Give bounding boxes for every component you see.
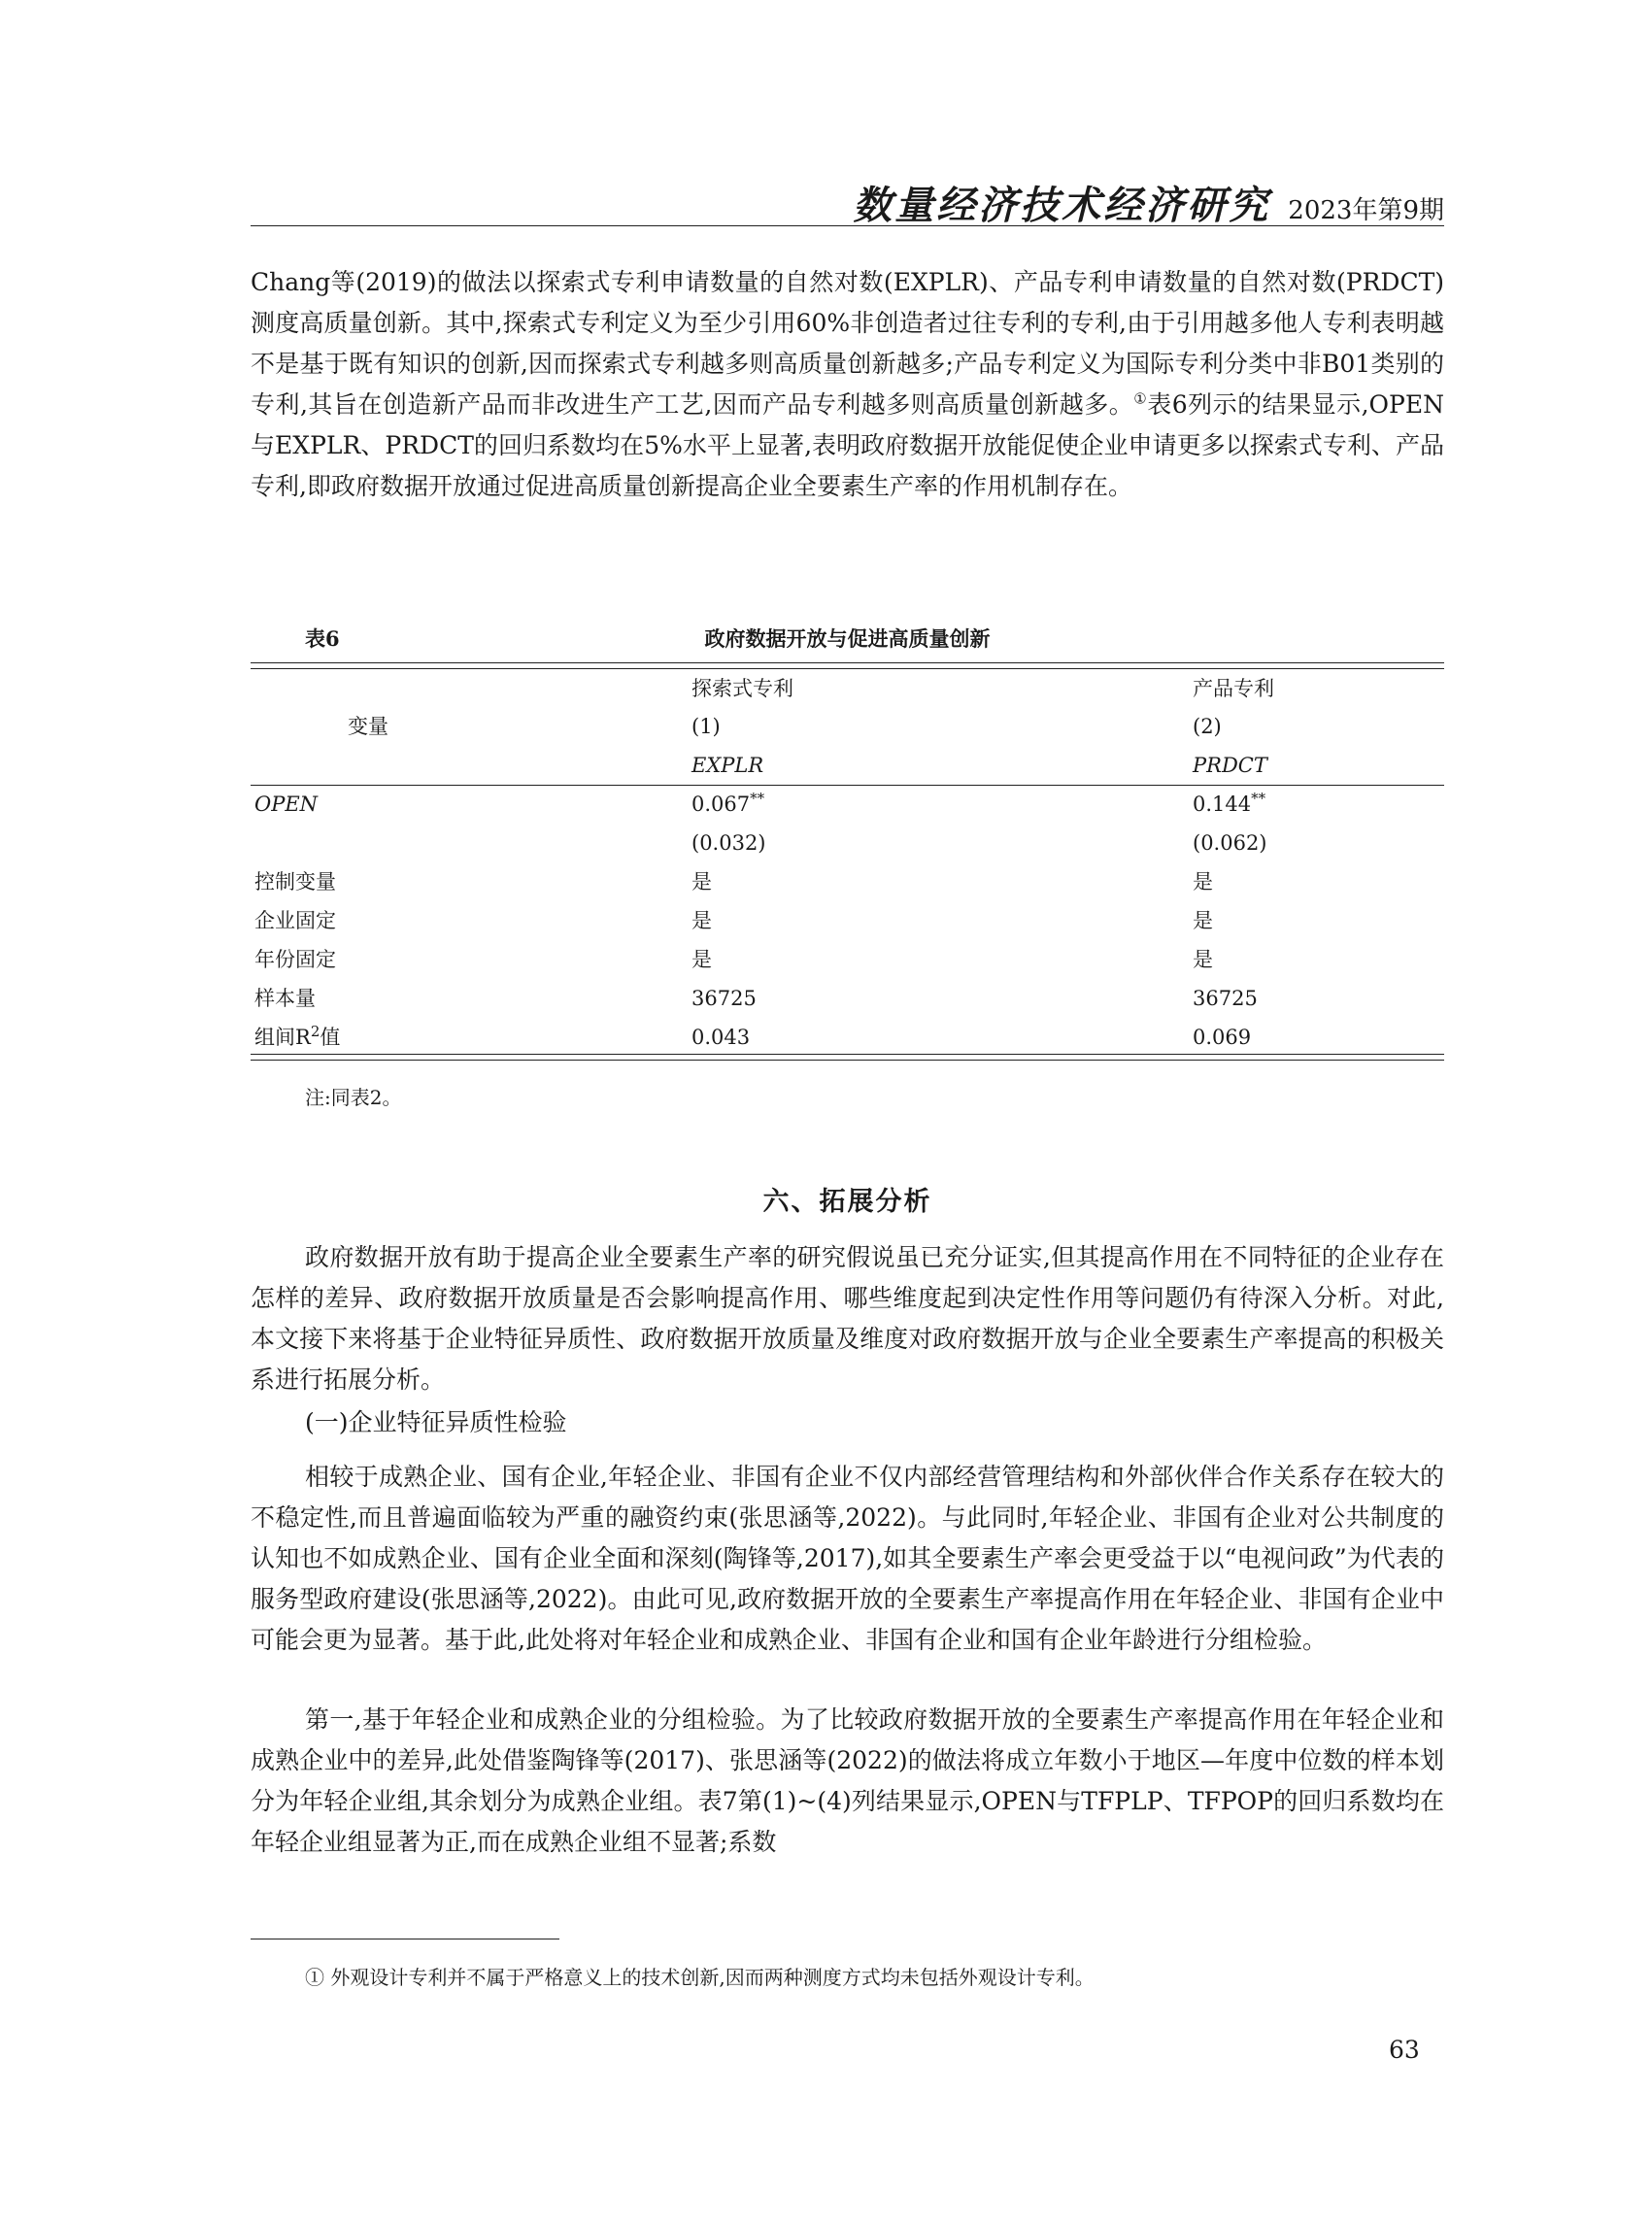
table-number: 表6	[305, 626, 340, 651]
table-header-rule	[251, 785, 1444, 786]
row-label-obs: 样本量	[254, 987, 316, 1010]
running-header	[0, 175, 1444, 230]
page-number: 63	[1389, 2036, 1420, 2064]
table-note: 注:同表2。	[305, 1086, 402, 1109]
table-bottom-rule	[251, 1060, 1444, 1061]
footnote: ① 外观设计专利并不属于严格意义上的技术创新,因而两种测度方式均未包括外观设计专利。	[305, 1966, 1095, 1989]
body-paragraph-3: 相较于成熟企业、国有企业,年轻企业、非国有企业不仅内部经营管理结构和外部伙伴合作关系存在较大的不稳定性,而且普遍面临较为严重的融资约束(张思涵等,2022)。与此同时,年轻企业、非国有企业对公共制度的认知也不如成熟企业、国有企业全面和深刻(陶锋等,2017),如其全要素生产率会更受益于以“电视问政”为代表的服务型政府建设(张思涵等,2022)。由此可见,政府数据开放的全要素生产率提高作用在年轻企业、非国有企业中可能会更为显著。基于此,此处将对年轻企业和成熟企业、非国有企业和国有企业年龄进行分组检验。	[251, 1463, 1444, 1654]
variable-header: 变量	[348, 715, 388, 738]
journal-issue: 2023年第9期	[1288, 196, 1444, 225]
table-caption	[251, 624, 1444, 658]
open-label: OPEN	[254, 793, 319, 816]
journal-name: 数量经济技术经济研究	[853, 183, 1271, 228]
row-label-controls: 控制变量	[254, 870, 336, 894]
row-label-firm-fe: 企业固定	[254, 909, 336, 932]
subsection-title: (一)企业特征异质性检验	[305, 1408, 567, 1436]
footnote-marker[interactable]: ①	[1133, 389, 1148, 408]
paragraph-1-tail: 表6列示的结果显示,OPEN与EXPLR、PRDCT的回归系数均在5%水平上显著,表明政府数据开放能促使企业申请更多以探索式专利、产品专利,即政府数据开放通过促进高质量创新提高企业全要素生产率的作用机制存在。	[251, 390, 1444, 500]
table-top-rule-inner	[251, 668, 1444, 669]
table-bottom-rule-inner	[251, 1054, 1444, 1055]
col1-depvar: EXPLR	[691, 754, 764, 777]
header-rule	[251, 225, 1444, 226]
body-paragraph-4: 第一,基于年轻企业和成熟企业的分组检验。为了比较政府数据开放的全要素生产率提高作用在年轻企业和成熟企业中的差异,此处借鉴陶锋等(2017)、张思涵等(2022)的做法将成立年数小于地区—年度中位数的样本划分为年轻企业组,其余划分为成熟企业组。表7第(1)~(4)列结果显示,OPEN与TFPLP、TFPOP的回归系数均在年轻企业组显著为正,而在成熟企业组不显著;系数	[251, 1705, 1444, 1856]
paragraph-1-text: Chang等(2019)的做法以探索式专利申请数量的自然对数(EXPLR)、产品专利申请数量的自然对数(PRDCT)测度高质量创新。其中,探索式专利定义为至少引用60%非创造者过往专利的专利,由于引用越多他人专利表明越不是基于既有知识的创新,因而探索式专利越多则高质量创新越多;产品专利定义为国际专利分类中非B01类别的专利,其旨在创造新产品而非改进生产工艺,因而产品专利越多则高质量创新越多。	[251, 268, 1444, 419]
table-title: 政府数据开放与促进高质量创新	[704, 626, 991, 651]
col2-depvar: PRDCT	[1193, 754, 1267, 777]
body-paragraph-1	[251, 262, 1444, 507]
body-paragraph-2: 政府数据开放有助于提高企业全要素生产率的研究假说虽已充分证实,但其提高作用在不同特征的企业存在怎样的差异、政府数据开放质量是否会影响提高作用、哪些维度起到决定性作用等问题仍有待深入分析。对此,本文接下来将基于企业特征异质性、政府数据开放质量及维度对政府数据开放与企业全要素生产率提高的积极关系进行拓展分析。	[251, 1243, 1444, 1394]
row-label-r2: 组间$R^2$值	[254, 1023, 341, 1049]
section-title: 六、拓展分析	[762, 1187, 932, 1217]
row-label-year-fe: 年份固定	[254, 948, 336, 971]
table-top-rule	[251, 662, 1444, 663]
